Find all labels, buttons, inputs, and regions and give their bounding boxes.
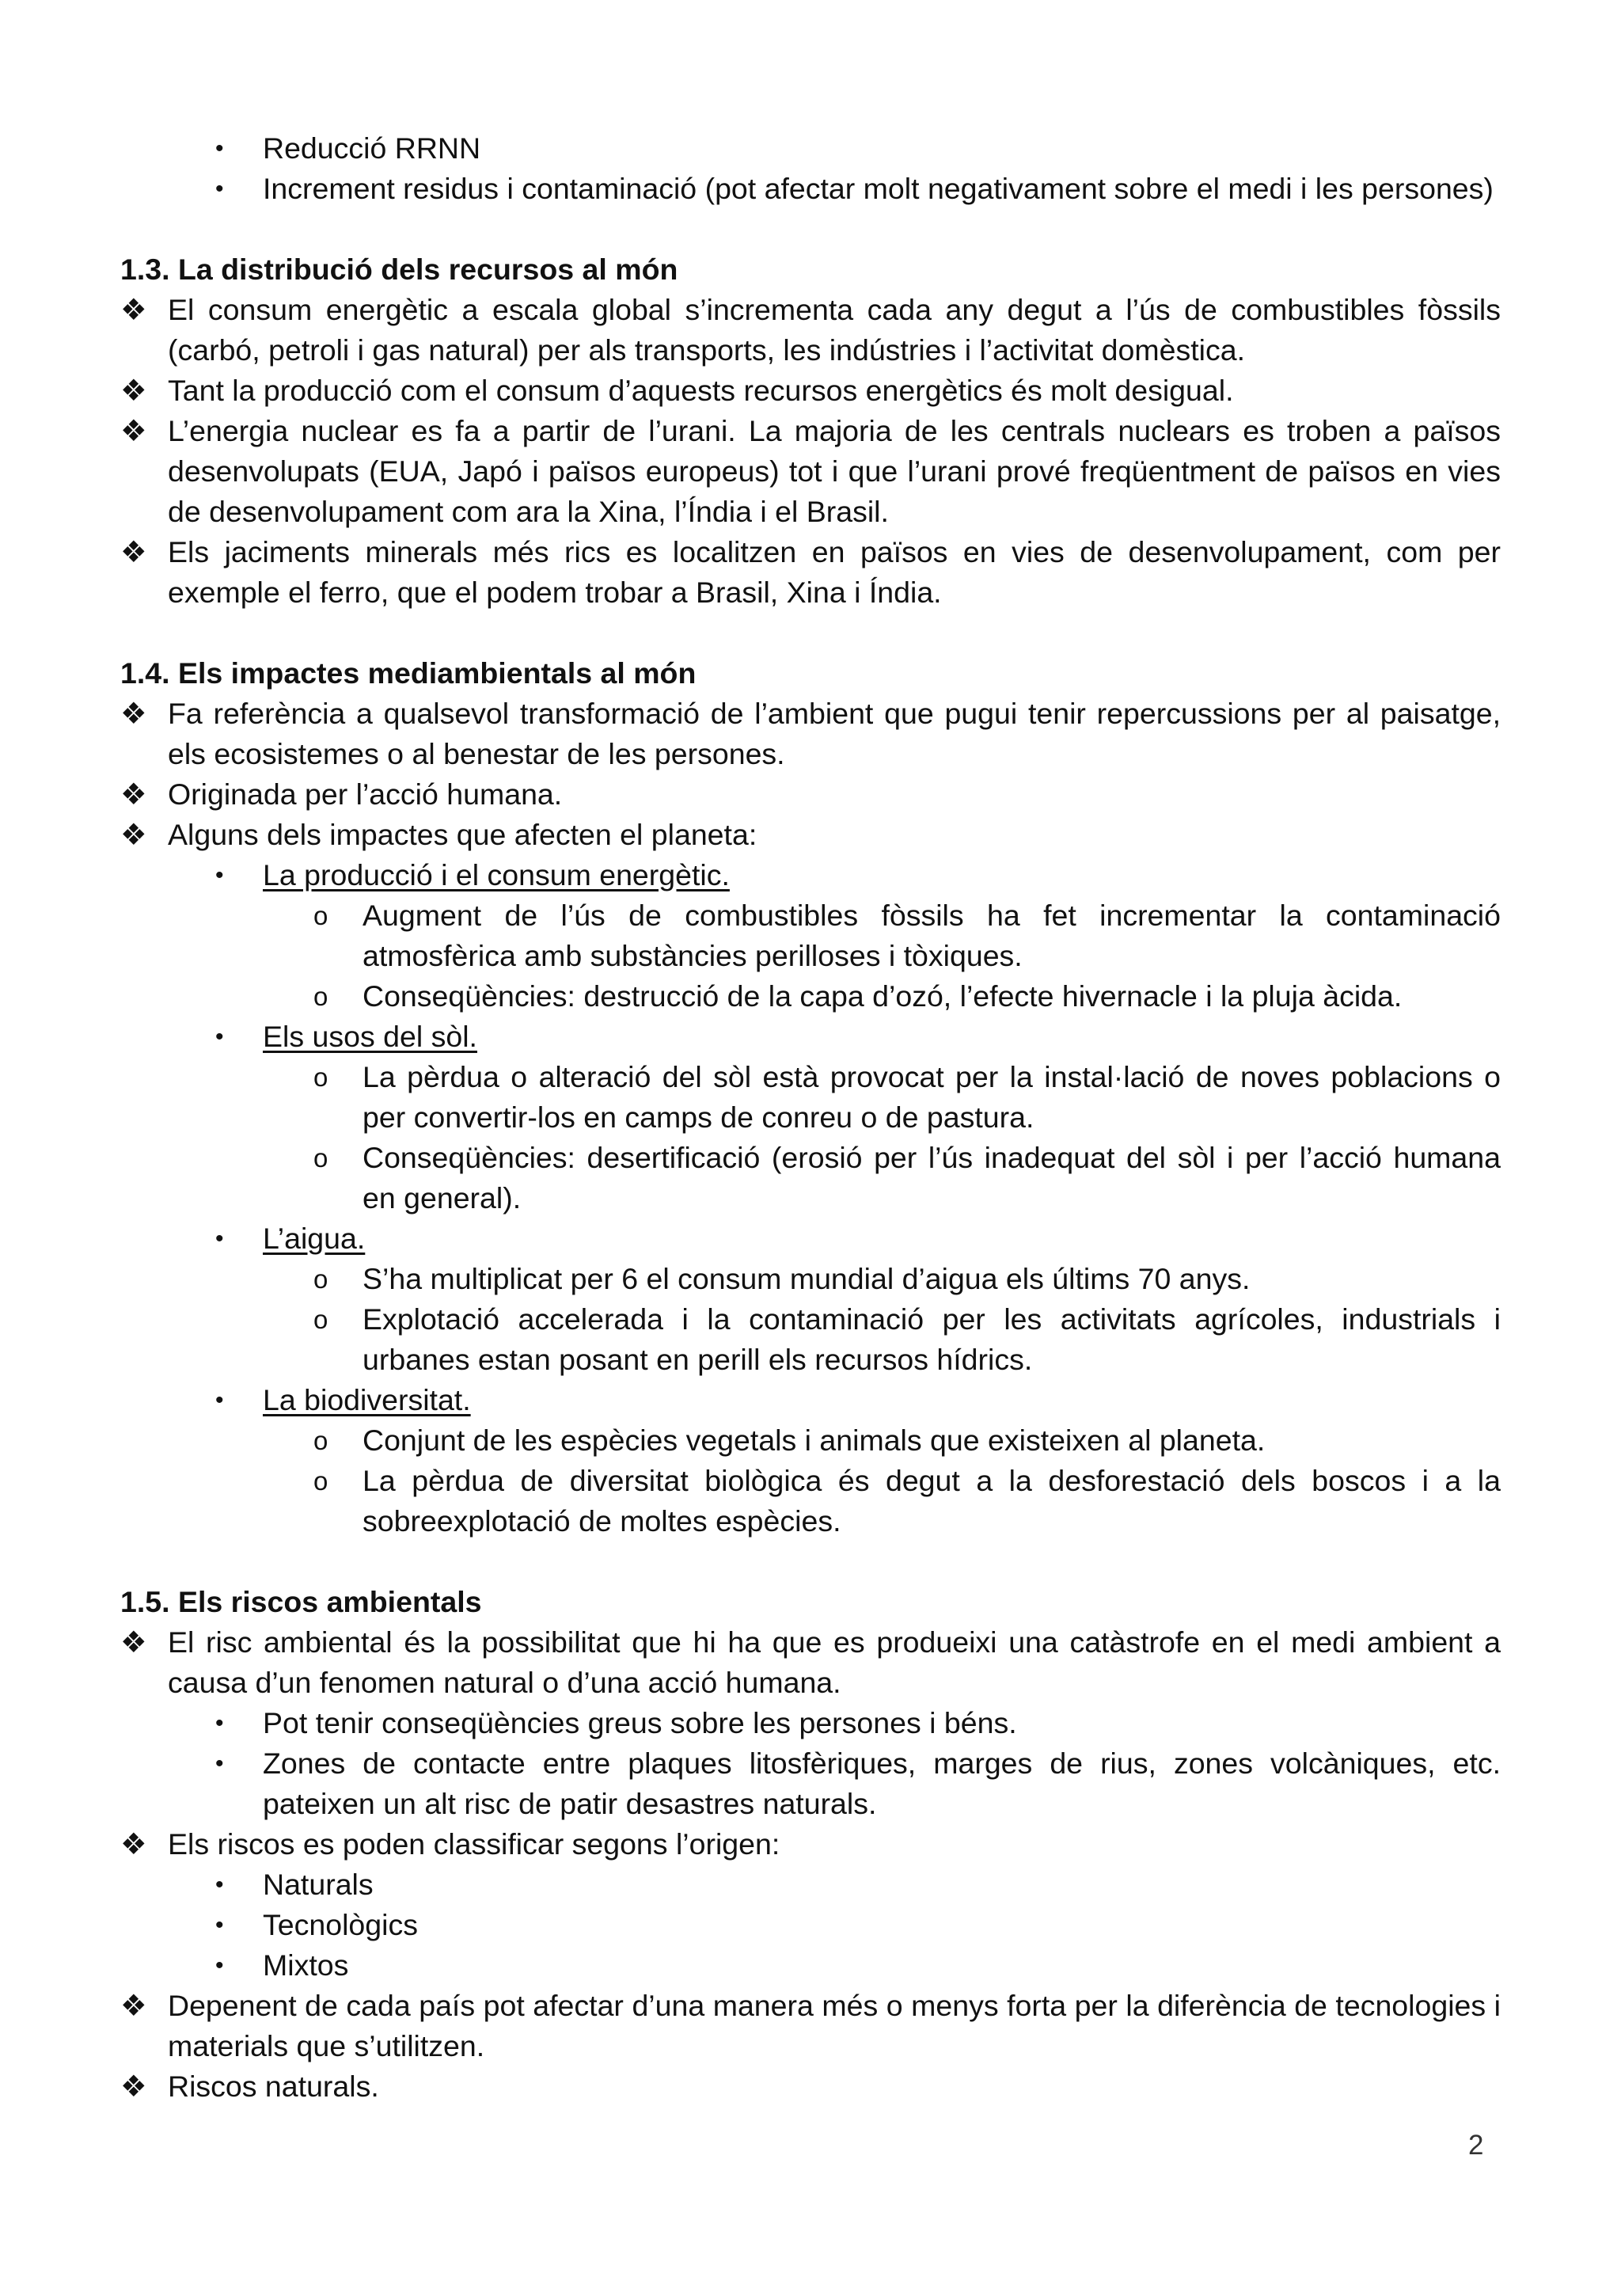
circle-marker: o	[313, 982, 328, 1011]
item-text: L’energia nuclear es fa a partir de l’urani. La majoria de les centrals nuclears es troben a països desenvolupats (EUA, Japó i països europeus) tot i que l’urani prové freqüentment de països en vies de desenvolupament com ara la Xina, l’Índia i el Brasil.	[168, 414, 1501, 528]
section-heading-1-5: 1.5. Els riscos ambientals	[120, 1585, 482, 1618]
diamond-item	[120, 290, 1501, 371]
sub-point	[120, 1057, 1501, 1138]
bullet-marker: •	[215, 1226, 224, 1252]
bullet-marker: •	[215, 1710, 224, 1736]
diamond-item	[120, 532, 1501, 613]
diamond-item	[120, 694, 1501, 774]
bullet-item	[120, 128, 1501, 169]
document-page	[120, 128, 1501, 2107]
impact-item-biodiversity	[120, 1380, 1501, 1420]
impact-item-energy	[120, 855, 1501, 895]
diamond-marker: ❖	[120, 1989, 147, 2022]
diamond-marker: ❖	[120, 2070, 147, 2103]
sub-point-text: La pèrdua o alteració del sòl està provocat per la instal·lació de noves poblacions o per convertir-los en camps de conreu o de pastura.	[363, 1060, 1501, 1134]
diamond-marker: ❖	[120, 374, 147, 407]
sub-point	[120, 1299, 1501, 1380]
sub-point	[120, 1461, 1501, 1541]
bullet-marker: •	[215, 1952, 224, 1979]
origin-text: Mixtos	[263, 1948, 349, 1982]
diamond-marker: ❖	[120, 293, 147, 326]
diamond-item	[120, 1824, 1501, 1865]
impact-label: Els usos del sòl.	[263, 1020, 477, 1053]
bullet-marker: •	[215, 176, 224, 202]
bullet-text: Pot tenir conseqüències greus sobre les persones i béns.	[263, 1706, 1017, 1739]
bullet-item	[120, 1703, 1501, 1743]
bullet-item	[120, 169, 1501, 209]
diamond-marker: ❖	[120, 414, 147, 447]
sub-point-text: Augment de l’ús de combustibles fòssils ha fet incrementar la contaminació atmosfèrica amb substàncies perilloses i tòxiques.	[363, 899, 1501, 972]
diamond-item	[120, 411, 1501, 532]
bullet-text: Increment residus i contaminació (pot afectar molt negativament sobre el medi i les persones)	[263, 172, 1494, 205]
bullet-marker: •	[215, 135, 224, 162]
origin-text: Naturals	[263, 1868, 374, 1901]
item-text: Originada per l’acció humana.	[168, 777, 563, 811]
sub-point-text: La pèrdua de diversitat biològica és degut a la desforestació dels boscos i a la sobreexplotació de moltes espècies.	[363, 1464, 1501, 1538]
sub-point	[120, 1259, 1501, 1299]
diamond-item	[120, 815, 1501, 855]
circle-marker: o	[313, 1062, 328, 1092]
circle-marker: o	[313, 1143, 328, 1173]
diamond-item	[120, 1986, 1501, 2066]
item-text: Els jaciments minerals més rics es localitzen en països en vies de desenvolupament, com per exemple el ferro, que el podem trobar a Brasil, Xina i Índia.	[168, 535, 1501, 609]
diamond-marker: ❖	[120, 697, 147, 730]
item-text: Alguns dels impactes que afecten el planeta:	[168, 818, 757, 851]
diamond-item	[120, 1622, 1501, 1703]
circle-marker: o	[313, 1264, 328, 1294]
bullet-marker: •	[215, 862, 224, 888]
impact-item-land-use	[120, 1017, 1501, 1057]
origin-item	[120, 1865, 1501, 1905]
item-text: El risc ambiental és la possibilitat que hi ha que es produeixi una catàstrofe en el medi ambient a causa d’un fenomen natural o d’una acció humana.	[168, 1625, 1501, 1699]
diamond-marker: ❖	[120, 535, 147, 568]
item-text: Els riscos es poden classificar segons l’origen:	[168, 1827, 780, 1861]
bullet-marker: •	[215, 1387, 224, 1413]
diamond-marker: ❖	[120, 777, 147, 811]
sub-point-text: Conjunt de les espècies vegetals i animals que existeixen al planeta.	[363, 1424, 1266, 1457]
origin-text: Tecnològics	[263, 1908, 418, 1941]
bullet-marker: •	[215, 1872, 224, 1898]
item-text: Depenent de cada país pot afectar d’una manera més o menys forta per la diferència de tecnologies i materials que s’utilitzen.	[168, 1989, 1501, 2062]
diamond-marker: ❖	[120, 1827, 147, 1861]
bullet-text: Zones de contacte entre plaques litosfèriques, marges de rius, zones volcàniques, etc. pateixen un alt risc de patir desastres naturals.	[263, 1747, 1501, 1820]
bullet-marker: •	[215, 1024, 224, 1050]
item-text: Riscos naturals.	[168, 2070, 379, 2103]
section-heading-1-3: 1.3. La distribució dels recursos al món	[120, 253, 678, 286]
origin-item	[120, 1905, 1501, 1945]
item-text: El consum energètic a escala global s’incrementa cada any degut a l’ús de combustibles fòssils (carbó, petroli i gas natural) per als transports, les indústries i l’activitat domèstica.	[168, 293, 1501, 367]
sub-point-text: Conseqüències: desertificació (erosió per l’ús inadequat del sòl i per l’acció humana en general).	[363, 1141, 1501, 1215]
item-text: Fa referència a qualsevol transformació de l’ambient que pugui tenir repercussions per al paisatge, els ecosistemes o al benestar de les persones.	[168, 697, 1501, 770]
impact-label: L’aigua.	[263, 1222, 366, 1255]
sub-point-text: Explotació accelerada i la contaminació per les activitats agrícoles, industrials i urbanes estan posant en perill els recursos hídrics.	[363, 1302, 1501, 1376]
impact-item-water	[120, 1218, 1501, 1259]
diamond-item	[120, 774, 1501, 815]
circle-marker: o	[313, 1426, 328, 1455]
bullet-marker: •	[215, 1751, 224, 1777]
sub-point	[120, 895, 1501, 976]
sub-point	[120, 1420, 1501, 1461]
diamond-marker: ❖	[120, 1625, 147, 1659]
bullet-text: Reducció RRNN	[263, 131, 481, 165]
impact-label: La biodiversitat.	[263, 1383, 471, 1416]
bullet-marker: •	[215, 1912, 224, 1938]
circle-marker: o	[313, 1305, 328, 1334]
sub-point	[120, 1138, 1501, 1218]
circle-marker: o	[313, 1466, 328, 1496]
diamond-item	[120, 371, 1501, 411]
sub-point-text: S’ha multiplicat per 6 el consum mundial d’aigua els últims 70 anys.	[363, 1262, 1251, 1295]
bullet-item	[120, 1743, 1501, 1824]
page-number: 2	[1468, 2130, 1484, 2161]
sub-point-text: Conseqüències: destrucció de la capa d’ozó, l’efecte hivernacle i la pluja àcida.	[363, 979, 1403, 1013]
impact-label: La producció i el consum energètic.	[263, 858, 730, 891]
diamond-item	[120, 2066, 1501, 2107]
diamond-marker: ❖	[120, 818, 147, 851]
sub-point	[120, 976, 1501, 1017]
circle-marker: o	[313, 901, 328, 930]
item-text: Tant la producció com el consum d’aquests recursos energètics és molt desigual.	[168, 374, 1234, 407]
origin-item	[120, 1945, 1501, 1986]
section-heading-1-4: 1.4. Els impactes mediambientals al món	[120, 656, 697, 690]
